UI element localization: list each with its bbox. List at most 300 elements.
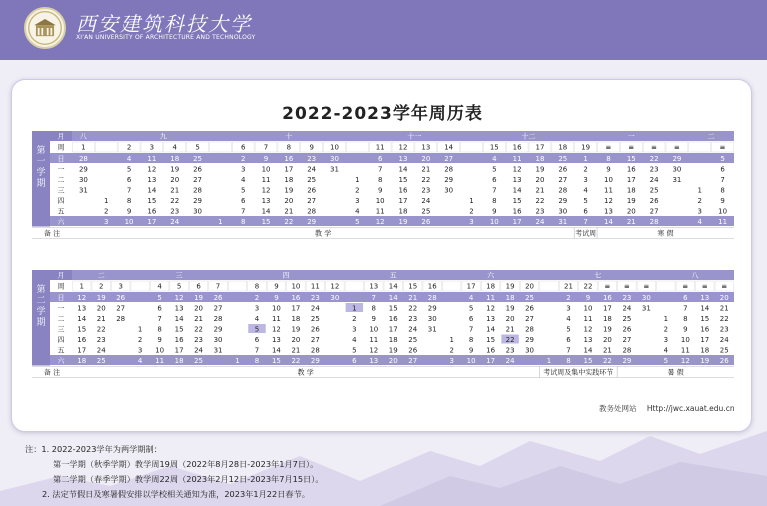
date-cell: 23 xyxy=(310,293,320,302)
date-cell: 16 xyxy=(174,335,184,344)
date-cell: 30 xyxy=(330,154,339,163)
date-cell: 18 xyxy=(174,356,184,365)
date-cell: 3 xyxy=(137,346,143,355)
week-number: 12 xyxy=(330,282,340,291)
date-cell: 3 xyxy=(352,325,357,334)
month-name: 十二 xyxy=(521,132,536,141)
date-cell: 24 xyxy=(505,356,515,365)
date-cell: 27 xyxy=(649,207,659,216)
week-number: 17 xyxy=(466,282,476,291)
date-cell: 28 xyxy=(307,207,317,216)
date-cell: 18 xyxy=(700,346,710,355)
date-cell: 5 xyxy=(720,154,725,163)
date-cell: 27 xyxy=(193,175,203,184)
date-cell: 19 xyxy=(96,293,106,302)
week-number: 5 xyxy=(176,282,182,291)
date-cell: 3 xyxy=(697,207,702,216)
date-cell: 6 xyxy=(566,335,571,344)
remark-text: 考试周 xyxy=(575,229,597,238)
date-cell: 29 xyxy=(427,304,437,313)
date-cell: 19 xyxy=(535,165,545,174)
date-cell: 13 xyxy=(603,207,613,216)
notes-section xyxy=(25,442,324,502)
week-number: 1 xyxy=(81,143,86,152)
day-label: 三 xyxy=(57,186,65,195)
date-cell: 27 xyxy=(116,304,126,313)
week-number: 7 xyxy=(215,282,221,291)
week-number: 15 xyxy=(489,143,499,152)
date-cell: 30 xyxy=(641,293,651,302)
date-cell: 18 xyxy=(291,314,301,323)
week-number: 16 xyxy=(427,282,437,291)
week-number: 10 xyxy=(330,143,339,152)
date-cell: 9 xyxy=(720,196,725,205)
date-cell: 4 xyxy=(492,154,497,163)
office-label: 教务处网站 xyxy=(599,404,637,413)
date-cell: 15 xyxy=(486,335,496,344)
date-cell: 3 xyxy=(104,217,109,226)
date-cell: 8 xyxy=(683,314,688,323)
university-seal-icon xyxy=(26,9,64,47)
date-cell: 8 xyxy=(377,175,383,184)
date-cell: 26 xyxy=(193,165,203,174)
date-cell: 20 xyxy=(194,304,204,313)
date-cell: 21 xyxy=(505,325,515,334)
date-cell: 9 xyxy=(606,165,611,174)
date-cell: 22 xyxy=(505,335,515,344)
date-cell: 25 xyxy=(310,314,320,323)
week-number: ≡ xyxy=(701,282,708,291)
date-cell: 28 xyxy=(213,314,223,323)
date-cell: 3 xyxy=(663,335,669,344)
date-cell: 26 xyxy=(310,325,320,334)
remarks-label: 备 注 xyxy=(43,368,61,377)
university-logo xyxy=(24,7,66,49)
date-cell: 19 xyxy=(284,186,294,195)
month-name: 二 xyxy=(97,271,105,280)
week-number: ≡ xyxy=(628,143,635,152)
month-name: 十 xyxy=(285,132,293,141)
date-cell: 26 xyxy=(116,293,126,302)
date-cell: 4 xyxy=(566,314,571,323)
office-website xyxy=(599,403,743,414)
calendar-grid xyxy=(12,80,753,433)
date-cell: 11 xyxy=(680,346,690,355)
date-cell: 19 xyxy=(194,293,204,302)
date-cell: 12 xyxy=(147,165,157,174)
date-cell: 29 xyxy=(672,154,682,163)
date-cell: 22 xyxy=(170,196,180,205)
date-cell: 26 xyxy=(213,293,223,302)
date-cell: 16 xyxy=(284,154,294,163)
date-cell: 19 xyxy=(388,346,398,355)
date-cell: 24 xyxy=(622,304,632,313)
week-number: 4 xyxy=(157,282,162,291)
date-cell: 20 xyxy=(291,335,301,344)
date-cell: 28 xyxy=(558,186,568,195)
week-number: 5 xyxy=(195,143,200,152)
week-cell xyxy=(131,281,149,291)
day-label: 六 xyxy=(57,356,65,365)
date-cell: 7 xyxy=(683,304,688,313)
date-cell: 24 xyxy=(535,217,545,226)
day-label: 一 xyxy=(57,165,65,174)
week-number: 19 xyxy=(581,143,591,152)
date-cell: 13 xyxy=(583,335,593,344)
date-cell: 30 xyxy=(330,293,340,302)
date-cell: 13 xyxy=(271,335,281,344)
date-cell: 30 xyxy=(672,165,682,174)
date-cell: 5 xyxy=(352,346,357,355)
date-cell: 5 xyxy=(663,356,669,365)
date-cell: 25 xyxy=(193,154,203,163)
month-name: 三 xyxy=(175,271,183,280)
date-cell: 27 xyxy=(307,196,317,205)
date-cell: 11 xyxy=(512,154,522,163)
date-cell: 9 xyxy=(157,335,162,344)
week-number: 16 xyxy=(512,143,522,152)
week-cell xyxy=(540,281,558,291)
date-cell: 6 xyxy=(126,175,132,184)
week-number: 11 xyxy=(375,143,385,152)
date-cell: 13 xyxy=(486,314,496,323)
date-cell: 10 xyxy=(718,207,728,216)
week-label: 周 xyxy=(57,282,65,291)
date-cell: 1 xyxy=(583,154,588,163)
date-cell: 3 xyxy=(449,356,454,365)
date-cell: 11 xyxy=(375,207,385,216)
date-cell: 16 xyxy=(388,314,398,323)
date-cell: 17 xyxy=(147,217,157,226)
date-cell: 15 xyxy=(512,196,522,205)
week-number: 10 xyxy=(291,282,301,291)
notes-prefix: 注： xyxy=(25,444,42,454)
date-cell: 4 xyxy=(254,314,260,323)
date-cell: 20 xyxy=(388,356,398,365)
date-cell: 3 xyxy=(583,175,588,184)
date-cell: 21 xyxy=(194,314,204,323)
date-cell: 18 xyxy=(535,154,545,163)
date-cell: 2 xyxy=(254,293,260,302)
date-cell: 1 xyxy=(355,175,360,184)
date-cell: 18 xyxy=(602,314,612,323)
date-cell: 21 xyxy=(408,293,418,302)
date-cell: 26 xyxy=(525,304,535,313)
date-cell: 18 xyxy=(626,186,636,195)
date-cell: 2 xyxy=(566,293,571,302)
date-cell: 1 xyxy=(137,325,143,334)
date-cell: 25 xyxy=(622,314,632,323)
week-number: 13 xyxy=(369,282,379,291)
week-number: 18 xyxy=(558,143,568,152)
date-cell: 21 xyxy=(535,186,545,195)
date-cell: 14 xyxy=(271,346,281,355)
date-cell: 12 xyxy=(603,196,613,205)
date-cell: 14 xyxy=(398,165,408,174)
date-cell: 20 xyxy=(505,314,515,323)
date-cell: 29 xyxy=(307,217,317,226)
date-cell: 5 xyxy=(583,196,588,205)
week-cell xyxy=(461,142,483,152)
week-number: ≡ xyxy=(605,143,612,152)
date-cell: 29 xyxy=(193,196,203,205)
date-cell: 2 xyxy=(663,325,669,334)
date-cell: 15 xyxy=(700,314,710,323)
date-cell: 10 xyxy=(261,165,271,174)
date-cell: 22 xyxy=(649,154,659,163)
day-label: 日 xyxy=(57,154,65,163)
date-cell: 9 xyxy=(126,207,132,216)
date-cell: 1 xyxy=(218,217,223,226)
week-number: 8 xyxy=(286,143,292,152)
date-cell: 28 xyxy=(116,314,126,323)
date-cell: 26 xyxy=(558,165,568,174)
date-cell: 22 xyxy=(96,325,106,334)
date-cell: 22 xyxy=(719,314,729,323)
date-cell: 12 xyxy=(271,325,281,334)
date-cell: 3 xyxy=(566,304,571,313)
date-cell: 15 xyxy=(147,196,157,205)
date-cell: 21 xyxy=(602,346,612,355)
week-number: 9 xyxy=(274,282,279,291)
week-number: 9 xyxy=(309,143,314,152)
date-cell: 13 xyxy=(174,304,184,313)
date-cell: 10 xyxy=(466,356,476,365)
day-label: 四 xyxy=(57,196,65,205)
office-url[interactable]: Http://jwc.xauat.edu.cn xyxy=(646,404,735,413)
remark-text: 暑 假 xyxy=(667,368,684,377)
date-cell: 4 xyxy=(583,186,588,195)
date-cell: 21 xyxy=(170,186,180,195)
date-cell: 31 xyxy=(672,175,682,184)
week-number: 1 xyxy=(79,282,84,291)
date-cell: 4 xyxy=(137,356,143,365)
date-cell: 7 xyxy=(126,186,132,195)
date-cell: 25 xyxy=(421,207,431,216)
note-line-1: 1. 2022-2023学年为两学期制： xyxy=(41,444,162,454)
date-cell: 20 xyxy=(284,196,294,205)
date-cell: 17 xyxy=(398,196,408,205)
week-number: ≡ xyxy=(721,282,728,291)
date-cell: 10 xyxy=(375,196,385,205)
date-cell: 11 xyxy=(147,154,157,163)
week-number: 14 xyxy=(388,282,398,291)
week-number: ≡ xyxy=(651,143,658,152)
date-cell: 14 xyxy=(388,293,398,302)
day-label: 日 xyxy=(57,293,65,302)
day-row-band xyxy=(72,292,734,302)
date-cell: 14 xyxy=(486,325,496,334)
date-cell: 1 xyxy=(663,314,669,323)
date-cell: 14 xyxy=(147,186,157,195)
date-cell: 6 xyxy=(468,314,474,323)
date-cell: 27 xyxy=(310,335,320,344)
week-number: 7 xyxy=(263,143,269,152)
week-cell xyxy=(209,142,231,152)
date-cell: 17 xyxy=(602,304,612,313)
day-label: 三 xyxy=(57,325,65,334)
date-cell: 8 xyxy=(126,196,132,205)
date-cell: 1 xyxy=(235,356,240,365)
date-cell: 30 xyxy=(427,314,437,323)
week-cell xyxy=(228,281,246,291)
date-cell: 9 xyxy=(585,293,591,302)
date-cell: 16 xyxy=(512,207,522,216)
date-cell: 26 xyxy=(622,325,632,334)
month-header-band xyxy=(72,270,734,280)
university-name: 西安建筑科技大学 xyxy=(76,12,252,36)
date-cell: 9 xyxy=(263,154,269,163)
date-cell: 4 xyxy=(697,217,702,226)
week-number: ≡ xyxy=(604,282,611,291)
date-cell: 2 xyxy=(104,207,109,216)
date-cell: 2 xyxy=(697,196,702,205)
date-cell: 9 xyxy=(492,207,497,216)
date-cell: 18 xyxy=(505,293,515,302)
date-cell: 26 xyxy=(649,196,659,205)
date-cell: 2 xyxy=(352,314,357,323)
date-cell: 10 xyxy=(155,346,165,355)
date-cell: 27 xyxy=(558,175,568,184)
month-name: 五 xyxy=(389,271,397,280)
date-cell: 23 xyxy=(307,154,317,163)
month-name: 六 xyxy=(487,271,495,280)
date-cell: 7 xyxy=(240,207,246,216)
date-cell: 1 xyxy=(469,196,474,205)
day-label: 二 xyxy=(57,175,65,184)
date-cell: 13 xyxy=(147,175,157,184)
date-cell: 4 xyxy=(663,346,669,355)
date-cell: 3 xyxy=(240,165,246,174)
date-cell: 12 xyxy=(174,293,184,302)
date-cell: 3 xyxy=(469,217,474,226)
date-cell: 24 xyxy=(307,165,317,174)
date-cell: 5 xyxy=(126,165,132,174)
date-cell: 1 xyxy=(546,356,552,365)
date-cell: 10 xyxy=(271,304,281,313)
date-cell: 25 xyxy=(96,356,106,365)
date-cell: 10 xyxy=(489,217,499,226)
semester-label-char: 期 xyxy=(36,179,46,189)
date-cell: 17 xyxy=(700,335,710,344)
date-cell: 18 xyxy=(388,335,398,344)
date-cell: 7 xyxy=(157,314,162,323)
date-cell: 29 xyxy=(444,175,454,184)
date-cell: 13 xyxy=(77,304,87,313)
date-cell: 23 xyxy=(421,186,431,195)
week-number: ≡ xyxy=(623,282,630,291)
date-cell: 8 xyxy=(240,217,246,226)
week-number: 22 xyxy=(583,282,593,291)
day-row-band xyxy=(72,313,734,323)
week-number: 8 xyxy=(254,282,260,291)
date-cell: 11 xyxy=(603,186,613,195)
date-cell: 10 xyxy=(124,217,134,226)
date-cell: 14 xyxy=(603,217,613,226)
month-name: 四 xyxy=(282,271,290,280)
date-cell: 29 xyxy=(78,165,88,174)
day-label: 二 xyxy=(57,314,65,323)
date-cell: 2 xyxy=(469,207,474,216)
date-cell: 28 xyxy=(649,217,659,226)
date-cell: 6 xyxy=(683,293,688,302)
date-cell: 31 xyxy=(641,304,651,313)
date-cell: 27 xyxy=(622,335,632,344)
semester-label-char: 第 xyxy=(36,285,46,295)
date-cell: 12 xyxy=(512,165,522,174)
date-cell: 12 xyxy=(77,293,87,302)
date-cell: 11 xyxy=(271,314,281,323)
date-cell: 22 xyxy=(602,356,612,365)
date-cell: 27 xyxy=(444,154,454,163)
date-cell: 2 xyxy=(355,186,360,195)
date-cell: 11 xyxy=(583,314,593,323)
date-cell: 17 xyxy=(486,356,496,365)
week-label: 周 xyxy=(57,143,65,152)
date-cell: 4 xyxy=(240,175,246,184)
month-name: 一 xyxy=(627,132,635,141)
date-cell: 6 xyxy=(720,165,725,174)
date-cell: 27 xyxy=(525,314,535,323)
date-cell: 26 xyxy=(408,346,418,355)
date-cell: 18 xyxy=(77,356,87,365)
date-cell: 6 xyxy=(240,196,246,205)
date-cell: 11 xyxy=(155,356,165,365)
date-cell: 28 xyxy=(525,325,535,334)
month-label: 月 xyxy=(57,271,65,280)
semester-label-char: 第 xyxy=(36,146,46,156)
date-cell: 19 xyxy=(700,356,710,365)
date-cell: 13 xyxy=(261,196,271,205)
date-cell: 14 xyxy=(77,314,87,323)
remark-text: 考试周及集中实践环节 xyxy=(543,368,614,377)
date-cell: 7 xyxy=(720,175,725,184)
date-cell: 22 xyxy=(284,217,294,226)
week-number: 3 xyxy=(118,282,123,291)
date-cell: 31 xyxy=(558,217,568,226)
date-cell: 10 xyxy=(680,335,690,344)
date-cell: 8 xyxy=(492,196,497,205)
date-cell: 19 xyxy=(602,325,612,334)
date-cell: 31 xyxy=(427,325,437,334)
date-cell: 21 xyxy=(719,304,729,313)
date-cell: 16 xyxy=(626,165,636,174)
date-cell: 8 xyxy=(720,186,725,195)
day-label: 一 xyxy=(57,304,65,313)
date-cell: 23 xyxy=(622,293,632,302)
date-cell: 19 xyxy=(505,304,515,313)
date-cell: 10 xyxy=(603,175,613,184)
date-cell: 23 xyxy=(505,346,515,355)
date-cell: 11 xyxy=(369,335,379,344)
date-cell: 18 xyxy=(398,207,408,216)
day-row-band xyxy=(72,345,734,355)
day-label: 四 xyxy=(57,335,65,344)
date-cell: 30 xyxy=(193,207,203,216)
date-cell: 27 xyxy=(213,304,223,313)
date-cell: 9 xyxy=(371,314,377,323)
week-number: 2 xyxy=(98,282,104,291)
date-cell: 4 xyxy=(126,154,132,163)
date-cell: 20 xyxy=(602,335,612,344)
date-cell: 17 xyxy=(512,217,522,226)
date-cell: 25 xyxy=(194,356,204,365)
date-cell: 26 xyxy=(421,217,431,226)
date-cell: 1 xyxy=(352,304,357,313)
semester-label-char: 学 xyxy=(36,168,46,178)
date-cell: 28 xyxy=(622,346,632,355)
date-cell: 9 xyxy=(468,346,474,355)
